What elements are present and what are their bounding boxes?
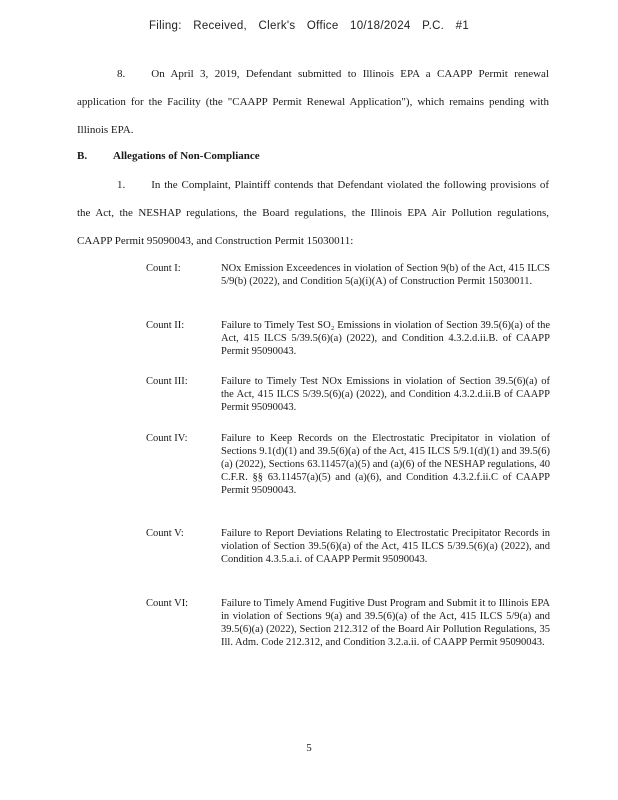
count-item xyxy=(146,262,550,288)
paragraph-8-text: On April 3, 2019, Defendant submitted to Illinois EPA a CAAPP Permit renewal application for the Facility (the "CAAPP Permit Renewal Application"), which remains pending with Illinois EPA. xyxy=(77,68,549,136)
count-label: Count I: xyxy=(146,263,181,274)
count-item xyxy=(146,432,550,497)
count-description: NOx Emission Exceedences in violation of Section 9(b) of the Act, 415 ILCS 5/9(b) (2022), and Condition 5(a)(i)(A) of Construction Permit 15030011. xyxy=(221,263,550,287)
count-label: Count V: xyxy=(146,528,184,539)
count-description: Failure to Timely Test NOx Emissions in violation of Section 39.5(6)(a) of the Act, 415 ILCS 5/39.5(6)(a) (2022), and Condition 4.3.2.d.ii.B of CAAPP Permit 95090043. xyxy=(221,376,550,413)
paragraph-1 xyxy=(77,171,549,255)
count-item xyxy=(146,375,550,414)
section-b-heading xyxy=(77,148,260,164)
paragraph-1-text: In the Complaint, Plaintiff contends that Defendant violated the following provisions of the Act, the NESHAP regulations, the Board regulations, the Illinois EPA Air Pollution regulations, CAAPP Permit 95090043, and Construction Permit 15030011: xyxy=(77,179,549,247)
count-label: Count III: xyxy=(146,376,188,387)
paragraph-8 xyxy=(77,60,549,144)
filing-header: Filing: Received, Clerk's Office 10/18/2024 P.C. #1 xyxy=(148,20,470,32)
count-item xyxy=(146,527,550,566)
count-item xyxy=(146,597,550,649)
section-b-title: Allegations of Non-Compliance xyxy=(113,150,260,162)
count-description: Failure to Timely Amend Fugitive Dust Program and Submit it to Illinois EPA in violation of Sections 9(a) and 39.5(6)(a) of the Act, 415 ILCS 5/9(a) and 39.5(6)(a) (2022), Section 212.312 of the Board Air Pollution Regulations, 35 Ill. Adm. Code 212.312, and Condition 3.2.a.ii. of CAAPP Permit 95090043. xyxy=(221,598,550,648)
section-b-letter: B. xyxy=(77,150,88,162)
paragraph-8-number: 8. xyxy=(117,68,126,80)
count-description: Failure to Keep Records on the Electrostatic Precipitator in violation of Sections 9.1(d)(1) and 39.5(6)(a) of the Act, 415 ILCS 5/9.1(d)(1) and 39.5(6)(a) (2022), Sections 63.11457(a)(5) and (a)(6) of the NESHAP regulations, 40 C.F.R. §§ 63.11457(a)(5) and (a)(6), and Condition 4.3.2.f.ii.C of CAAPP Permit 95090043. xyxy=(221,433,550,496)
count-label: Count VI: xyxy=(146,598,189,609)
page-number: 5 xyxy=(306,742,312,754)
paragraph-1-number: 1. xyxy=(117,179,126,191)
count-label: Count II: xyxy=(146,320,185,331)
count-description: Failure to Timely Test SO₂ Emissions in violation of Section 39.5(6)(a) of the Act, 415 ILCS 5/39.5(6)(a) (2022), and Condition 4.3.2.d.ii.B. of CAAPP Permit 95090043. xyxy=(221,320,550,357)
count-label: Count IV: xyxy=(146,433,188,444)
count-item xyxy=(146,319,550,358)
count-description: Failure to Report Deviations Relating to Electrostatic Precipitator Records in violation of Section 39.5(6)(a) of the Act, 415 ILCS 5/39.5(6)(a) (2022), and Condition 4.3.5.a.i. of CAAPP Permit 95090043. xyxy=(221,528,550,565)
